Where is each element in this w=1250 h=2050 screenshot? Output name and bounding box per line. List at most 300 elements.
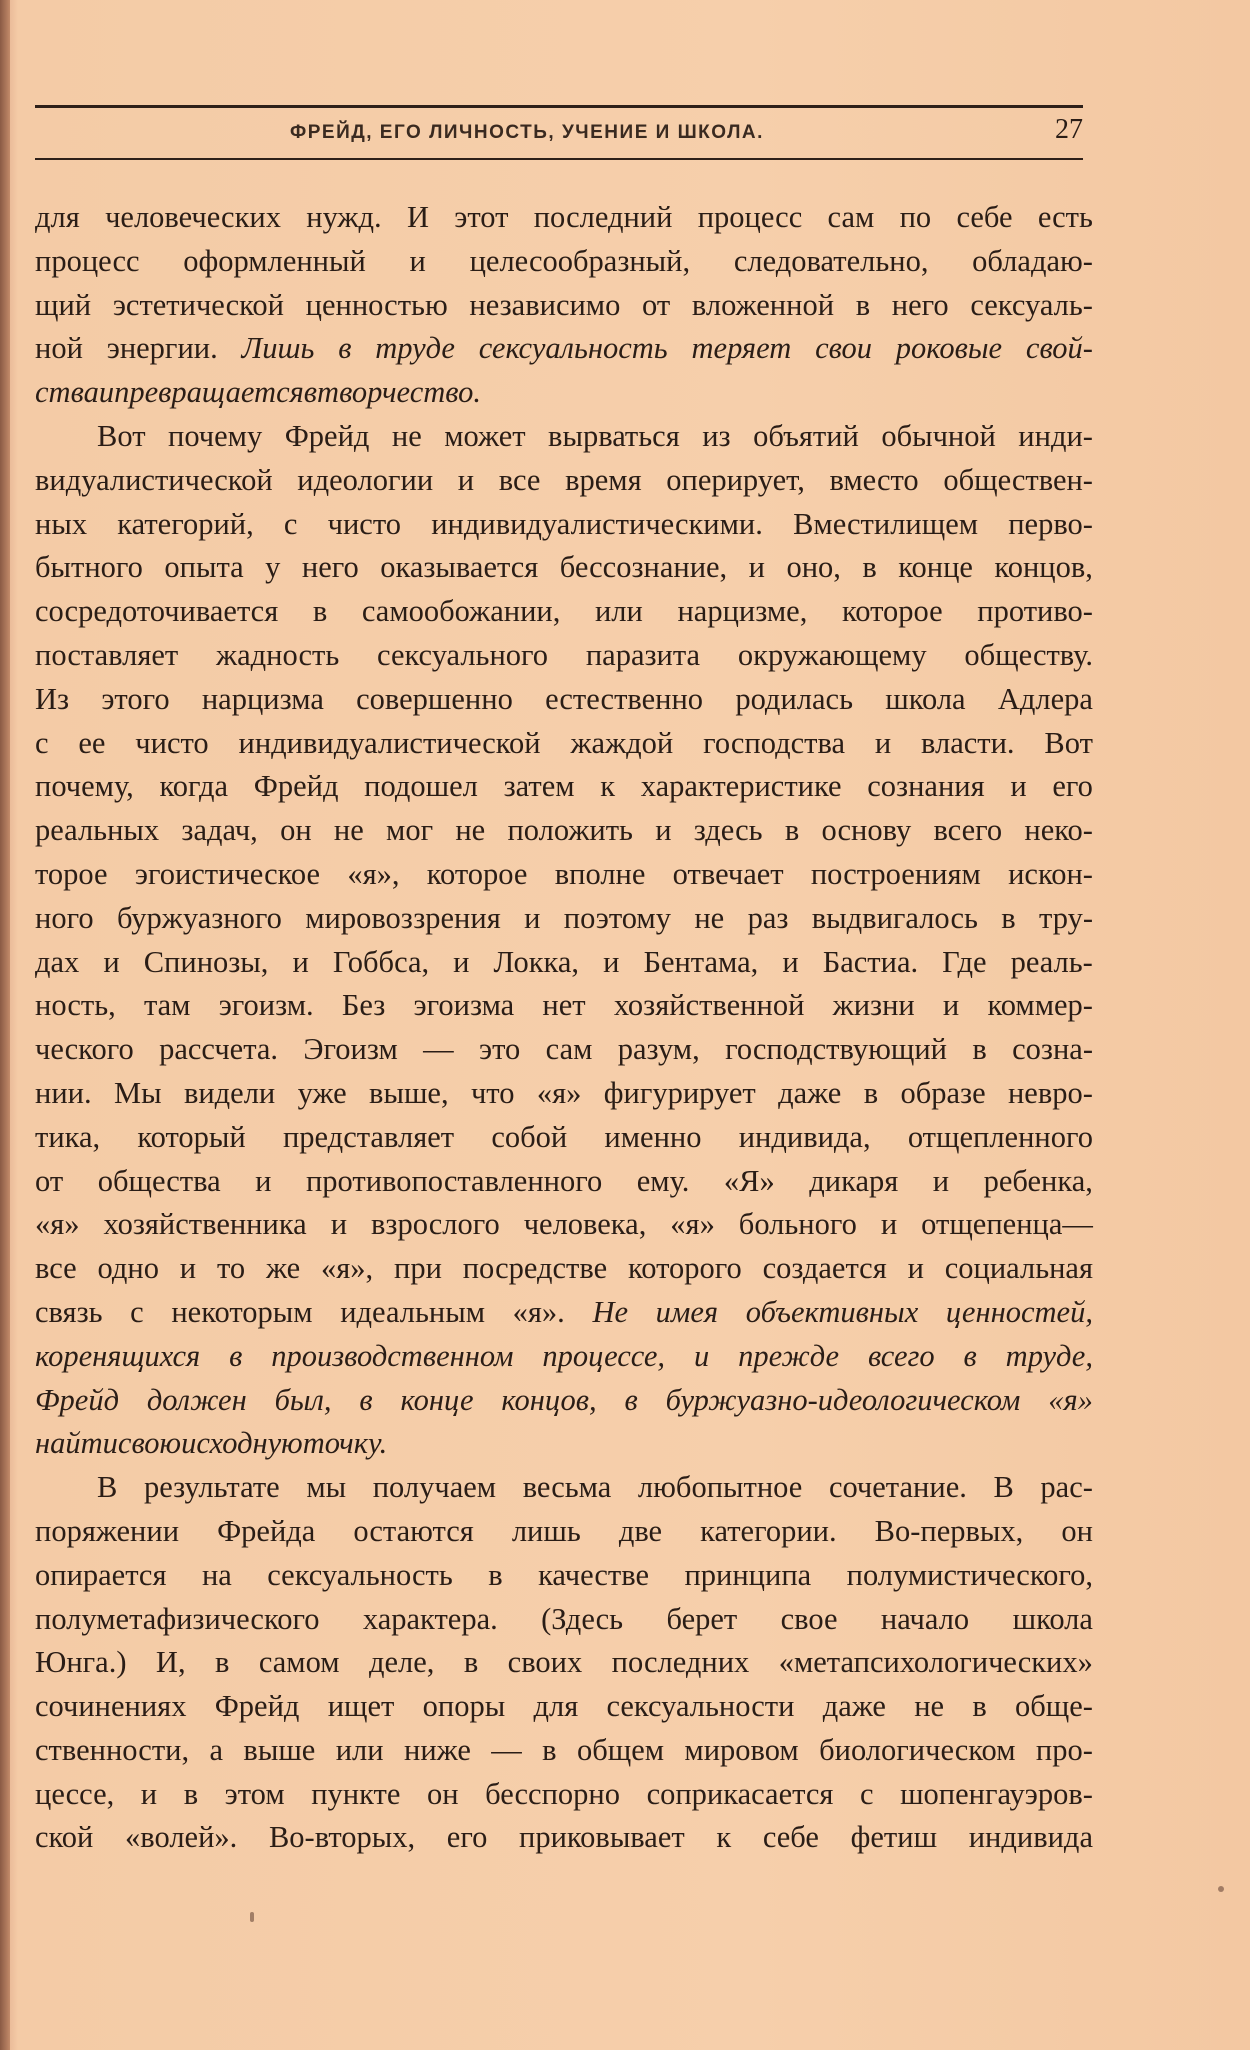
word: свое	[780, 1601, 838, 1636]
word: в	[215, 1645, 230, 1680]
word: вложенной	[691, 287, 835, 322]
page-spine-shadow	[0, 0, 10, 2050]
header-rule-top	[35, 105, 1083, 108]
text-line	[35, 1773, 1093, 1817]
word: родилась	[735, 681, 853, 716]
word: в	[183, 1776, 199, 1811]
text-line	[35, 678, 1093, 722]
word: нет	[542, 988, 586, 1023]
word: эгоистическое	[134, 856, 321, 891]
word: выше	[243, 1732, 316, 1767]
word: шопенгауэров-	[900, 1776, 1093, 1811]
word: не	[333, 813, 364, 848]
word: «я»	[670, 1207, 715, 1242]
word: дах	[35, 944, 80, 979]
word: прежде	[738, 1338, 840, 1373]
word: любопытное	[637, 1470, 803, 1505]
word: самом	[258, 1645, 340, 1680]
word: Фрейд	[253, 769, 339, 804]
word: творчество.	[317, 375, 481, 410]
word: и	[748, 550, 765, 585]
word: в	[463, 1645, 479, 1680]
text-line	[35, 1554, 1093, 1598]
word: обладаю-	[972, 243, 1093, 278]
word: Юнга.)	[35, 1645, 127, 1680]
word: —	[491, 1732, 522, 1767]
text-line	[35, 546, 1093, 590]
word: ных	[35, 506, 88, 541]
word: не	[694, 900, 725, 935]
word: начало	[880, 1601, 970, 1636]
word: должен	[146, 1382, 247, 1417]
word: приковывает	[519, 1820, 685, 1855]
word: рас-	[1040, 1470, 1093, 1505]
word: «метапсихологических»	[778, 1645, 1093, 1680]
word: создается	[762, 1251, 887, 1286]
word: взрослого	[371, 1207, 500, 1242]
word: и	[453, 944, 470, 979]
word: неко-	[1024, 813, 1093, 848]
word: и	[98, 375, 115, 410]
word: от	[35, 1163, 64, 1198]
word: когда	[159, 769, 229, 804]
word: про-	[1035, 1732, 1093, 1767]
text-line	[35, 1422, 1093, 1466]
text-line	[35, 284, 1093, 328]
word: и	[292, 944, 309, 979]
text-line	[35, 1028, 1093, 1072]
word: нужд.	[306, 200, 382, 234]
word: последний	[533, 200, 673, 234]
word: видуалистической	[35, 462, 273, 497]
word: эгоизм.	[218, 988, 314, 1023]
text-line	[35, 503, 1093, 547]
word: сексуаль-	[970, 287, 1093, 322]
word: независимо	[469, 287, 621, 322]
word: представляет	[282, 1119, 455, 1154]
word: естественно	[545, 681, 704, 716]
text-line	[35, 1160, 1093, 1204]
word: человеческих	[105, 200, 281, 234]
word: на	[201, 1557, 232, 1592]
word: подошел	[364, 769, 478, 804]
word: и	[409, 243, 426, 278]
word: отвечает	[672, 856, 784, 891]
word: почему	[168, 418, 263, 453]
word: коммер-	[987, 988, 1093, 1023]
word: инди-	[1018, 418, 1093, 453]
word: противопоставленного	[305, 1163, 603, 1198]
word: своих	[507, 1645, 583, 1680]
word: с	[283, 506, 298, 541]
text-line	[35, 1291, 1093, 1335]
word: Во-вторых,	[268, 1820, 416, 1855]
word: из	[702, 418, 731, 453]
word: образе	[900, 1075, 986, 1110]
word: или	[594, 594, 643, 629]
word: энергии.	[106, 331, 218, 366]
word: с	[859, 1776, 874, 1811]
word: социальная	[944, 1251, 1093, 1286]
word: от	[642, 287, 671, 322]
text-line	[35, 1203, 1093, 1247]
word: он	[1061, 1513, 1093, 1548]
word: себе	[762, 1820, 819, 1855]
text-line	[35, 1816, 1093, 1860]
text-line	[35, 1641, 1093, 1685]
text-line	[35, 1729, 1093, 1773]
paper-speck	[1218, 1886, 1224, 1892]
word: соприкасается	[646, 1776, 834, 1811]
word: паразита	[585, 637, 701, 672]
word: сознания	[867, 769, 985, 804]
word: же	[265, 1251, 301, 1286]
word: найти	[35, 1426, 118, 1461]
text-line	[35, 240, 1093, 284]
word: а	[209, 1732, 224, 1767]
word: и	[942, 988, 960, 1023]
word: бесспорно	[485, 1776, 620, 1811]
text-line	[35, 1466, 1093, 1510]
text-line	[35, 371, 1093, 415]
word: одно	[97, 1251, 159, 1286]
word: может	[444, 418, 526, 453]
word: себе	[956, 200, 1013, 234]
word: оказывается	[380, 550, 539, 585]
word: выдвигалось	[811, 900, 978, 935]
word: в	[855, 287, 871, 322]
word: получаем	[372, 1470, 497, 1505]
word: «я»	[536, 1075, 582, 1110]
word: которого	[627, 1251, 742, 1286]
word: уже	[297, 1075, 347, 1110]
word: сексуальность	[478, 331, 668, 366]
word: процесс	[35, 243, 140, 278]
word: характера.	[362, 1601, 498, 1636]
word: труде	[375, 331, 455, 366]
word: исходную	[181, 1426, 303, 1461]
word: перво-	[1008, 506, 1093, 541]
word: затем	[503, 769, 575, 804]
word: ценностей,	[945, 1294, 1093, 1329]
word: невро-	[1007, 1075, 1093, 1110]
word: бытного	[35, 550, 143, 585]
text-line	[35, 1335, 1093, 1379]
word: результате	[143, 1470, 280, 1505]
word: в	[972, 1032, 987, 1067]
word: Лишь	[241, 331, 315, 366]
word: лишь	[511, 1513, 581, 1548]
paper-speck	[250, 1912, 254, 1922]
word: объективных	[745, 1294, 919, 1329]
word: оформленный	[183, 243, 366, 278]
word: и	[907, 1251, 924, 1286]
word: здесь	[693, 813, 763, 848]
word: и	[524, 900, 541, 935]
word: человека,	[523, 1207, 647, 1242]
word: сосредоточивается	[35, 594, 279, 629]
word: пункте	[311, 1776, 401, 1811]
word: Локка,	[493, 944, 580, 979]
word: в	[972, 1689, 987, 1724]
word: роковые	[895, 331, 1003, 366]
word: в	[338, 331, 352, 366]
word: Не	[592, 1294, 629, 1329]
text-line	[35, 1072, 1093, 1116]
word: имея	[655, 1294, 719, 1329]
word: там	[143, 988, 191, 1023]
word: щий	[35, 287, 92, 322]
word: и	[255, 1163, 272, 1198]
page-number: 27	[1055, 114, 1083, 145]
word: в	[229, 1338, 243, 1373]
word: господствующий	[725, 1032, 947, 1067]
word: господства	[703, 725, 845, 760]
word: Бентама,	[643, 944, 759, 979]
word: и	[457, 462, 475, 497]
word: положить	[507, 813, 633, 848]
running-head	[35, 114, 1083, 148]
word: (Здесь	[541, 1601, 624, 1636]
text-line	[35, 1685, 1093, 1729]
word: него	[891, 287, 949, 322]
word: этот	[454, 200, 509, 234]
word: «Я»	[723, 1163, 775, 1198]
word: раз	[747, 900, 789, 935]
word: эгоизма	[413, 988, 515, 1023]
word: в	[542, 1732, 557, 1767]
word: нарцизме,	[677, 594, 808, 629]
word: и	[655, 813, 672, 848]
word: Фрейда	[217, 1513, 316, 1548]
word: который	[137, 1119, 246, 1154]
word: нарцизма	[201, 681, 324, 716]
word: не	[391, 418, 422, 453]
word: не	[455, 813, 486, 848]
word: фигурирует	[603, 1075, 756, 1110]
word: Бастиа.	[822, 944, 919, 979]
word: «я»,	[347, 856, 400, 891]
word: обществен-	[943, 462, 1093, 497]
running-title: ФРЕЙД, ЕГО ЛИЧНОСТЬ, УЧЕНИЕ И ШКОЛА.	[290, 122, 764, 143]
word: и	[880, 1207, 898, 1242]
text-line	[35, 327, 1093, 371]
word: поставляет	[35, 637, 179, 672]
word: идеальным	[340, 1294, 486, 1329]
word: В	[993, 1470, 1014, 1505]
word: отщепленного	[907, 1119, 1093, 1154]
word: которое	[426, 856, 528, 891]
word: оно,	[786, 550, 841, 585]
word: жаждой	[570, 725, 674, 760]
word: с	[130, 1294, 144, 1329]
word: теряет	[691, 331, 792, 366]
word: в	[1001, 900, 1016, 935]
word: сочетание.	[828, 1470, 967, 1505]
word: сексуальности	[606, 1689, 795, 1724]
word: «я»,	[321, 1251, 374, 1286]
word: Фрейд	[284, 418, 370, 453]
word: ственности,	[35, 1732, 190, 1767]
word: сексуального	[377, 637, 549, 672]
word: ниже	[404, 1732, 471, 1767]
word: свои	[815, 331, 872, 366]
word: полуметафизического	[35, 1601, 320, 1636]
word: мировом	[684, 1732, 799, 1767]
word: ему.	[636, 1163, 690, 1198]
word: почему,	[35, 769, 134, 804]
word: последних	[611, 1645, 750, 1680]
word: и	[140, 1776, 158, 1811]
word: хозяйственника	[103, 1207, 307, 1242]
word: и	[874, 725, 892, 760]
word: И	[406, 200, 429, 234]
word: реальных	[35, 813, 160, 848]
word: школа	[1012, 1601, 1093, 1636]
word: труде,	[1005, 1338, 1093, 1373]
word: посредстве	[462, 1251, 608, 1286]
word: его	[446, 1820, 488, 1855]
word: вырваться	[548, 418, 680, 453]
word: оперирует,	[666, 462, 805, 497]
text-line	[35, 1247, 1093, 1291]
word: характеристике	[640, 769, 842, 804]
text-line	[35, 941, 1093, 985]
word: Фрейд	[35, 1382, 119, 1417]
word: не	[914, 1689, 945, 1724]
word: в	[312, 594, 328, 629]
word: и	[603, 944, 620, 979]
word: Без	[341, 988, 386, 1023]
text-line	[35, 765, 1093, 809]
word: некоторым	[171, 1294, 313, 1329]
word: то	[216, 1251, 246, 1286]
word: Вот	[97, 418, 146, 453]
word: созна-	[1012, 1032, 1093, 1067]
word: индивида	[968, 1820, 1093, 1855]
word: чисто	[327, 506, 402, 541]
word: конце	[898, 550, 973, 585]
word: Мы	[113, 1075, 162, 1110]
word: «я»	[35, 1207, 80, 1242]
word: В	[97, 1470, 118, 1505]
word: конце	[400, 1382, 474, 1417]
text-line	[35, 196, 1093, 240]
word: остаются	[353, 1513, 474, 1548]
word: «я»	[1048, 1382, 1093, 1417]
word: время	[565, 462, 642, 497]
word: ства	[35, 375, 99, 410]
word: индивидуалистической	[238, 725, 541, 760]
word: полумистического,	[846, 1557, 1093, 1592]
word: индивида,	[738, 1119, 871, 1154]
word: опыта	[164, 550, 244, 585]
word: принципа	[684, 1557, 812, 1592]
word: ребенка,	[983, 1163, 1093, 1198]
word: этом	[224, 1776, 285, 1811]
word: в	[784, 813, 800, 848]
word: все	[498, 462, 541, 497]
word: Фрейд	[214, 1689, 300, 1724]
word: сочинениях	[35, 1689, 187, 1724]
word: свою	[117, 1426, 182, 1461]
word: и	[1010, 769, 1027, 804]
word: видели	[183, 1075, 276, 1110]
text-line	[35, 722, 1093, 766]
word: разум,	[617, 1032, 700, 1067]
text-line	[35, 1598, 1093, 1642]
word: был,	[274, 1382, 332, 1417]
word: в	[963, 1338, 977, 1373]
word: именно	[604, 1119, 702, 1154]
word: концов,	[501, 1382, 597, 1417]
word: ной	[35, 331, 83, 366]
word: выше,	[369, 1075, 449, 1110]
word: и	[782, 944, 799, 979]
word: к	[716, 1820, 732, 1855]
word: в	[863, 1075, 879, 1110]
word: Из	[35, 681, 70, 716]
word: противо-	[977, 594, 1093, 629]
text-line	[35, 1379, 1093, 1423]
word: «волей».	[125, 1820, 238, 1855]
word: в	[624, 1382, 638, 1417]
word: по	[899, 200, 932, 234]
word: ее	[78, 725, 106, 760]
text-line	[35, 897, 1093, 941]
word: категорий,	[117, 506, 254, 541]
word: точку.	[302, 1426, 388, 1461]
word: к	[600, 769, 616, 804]
text-line	[35, 984, 1093, 1028]
word: и	[693, 1338, 710, 1373]
word: для	[533, 1689, 579, 1724]
word: хозяйственной	[613, 988, 805, 1023]
word: всего	[933, 813, 1003, 848]
text-line	[35, 590, 1093, 634]
word: общем	[576, 1732, 665, 1767]
word: —	[423, 1032, 454, 1067]
word: основу	[821, 813, 912, 848]
word: цессе,	[35, 1776, 115, 1811]
word: что	[470, 1075, 515, 1110]
word: объятий	[753, 418, 859, 453]
word: обычной	[881, 418, 996, 453]
header-rule-bottom	[35, 158, 1083, 160]
word: искон-	[1008, 856, 1093, 891]
word: коренящихся	[35, 1338, 201, 1373]
word: есть	[1037, 200, 1093, 234]
word: поряжении	[35, 1513, 180, 1548]
word: Вместилищем	[793, 506, 979, 541]
word: отщепенца—	[921, 1207, 1093, 1242]
word: сам	[545, 1032, 593, 1067]
word: задач,	[181, 813, 258, 848]
word: него	[301, 550, 359, 585]
word: опоры	[422, 1689, 506, 1724]
word: и	[330, 1207, 348, 1242]
word: он	[426, 1776, 459, 1811]
word: которое	[841, 594, 943, 629]
word: мог	[386, 813, 434, 848]
word: чисто	[135, 725, 209, 760]
word: сам	[827, 200, 875, 234]
word: построениям	[810, 856, 981, 891]
word: больного	[738, 1207, 857, 1242]
word: обществу.	[964, 637, 1093, 672]
word: этого	[101, 681, 170, 716]
word: совершенно	[356, 681, 513, 716]
